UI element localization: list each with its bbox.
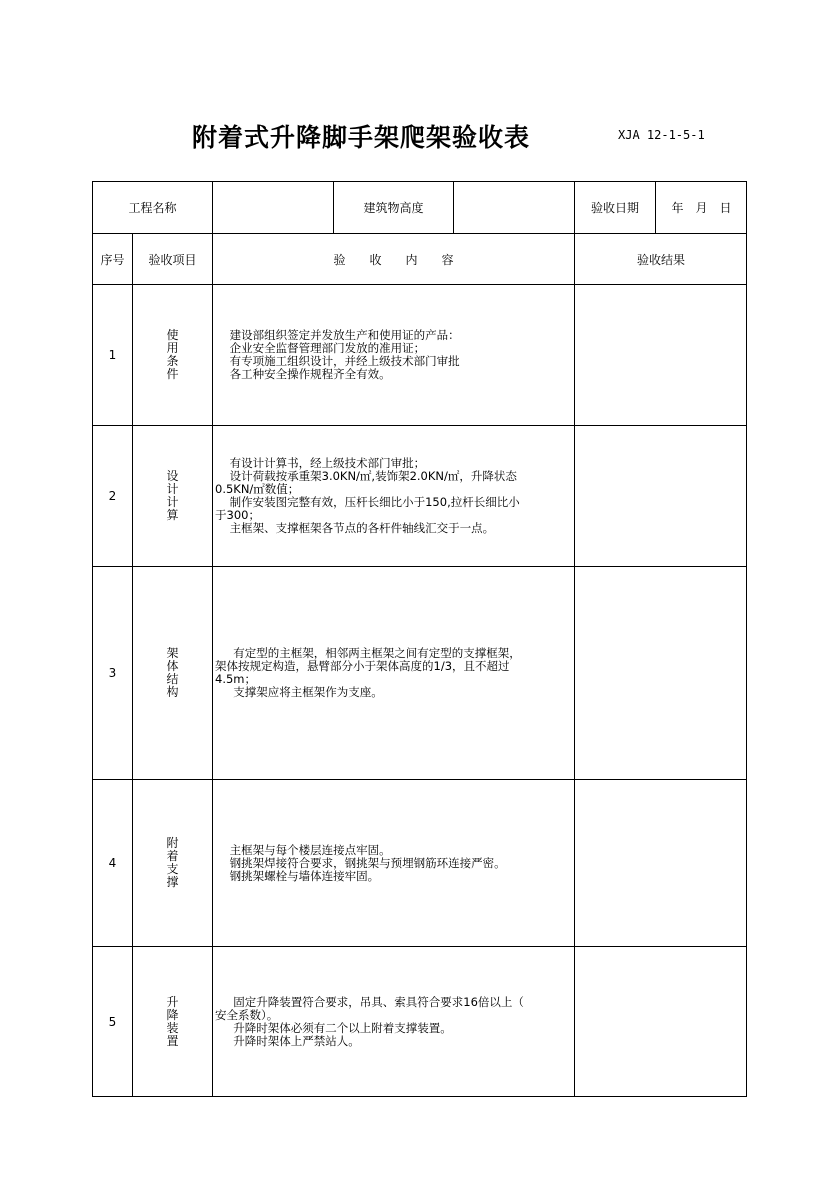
row-item-label: 设计计算 <box>166 469 179 522</box>
row-content <box>212 946 574 1096</box>
row-content <box>212 566 574 779</box>
row-item-label: 架体结构 <box>166 646 179 699</box>
building-height-label: 建筑物高度 <box>333 181 453 233</box>
row-item-label: 附着支撑 <box>166 836 179 889</box>
row-content <box>212 425 574 566</box>
date-label: 验收日期 <box>574 181 655 233</box>
content-line: 主框架、支撑框架各节点的各杆件轴线汇交于一点。 <box>215 521 495 535</box>
project-name-label: 工程名称 <box>92 181 212 233</box>
content-line: 0.5KN/㎡数值； <box>215 482 300 496</box>
content-line: 有设计计算书，经上级技术部门审批； <box>215 456 426 470</box>
building-height-field[interactable] <box>453 181 574 233</box>
row-item <box>132 425 212 566</box>
content-line: 升降时架体上严禁站人。 <box>215 1033 360 1048</box>
project-name-field[interactable] <box>212 181 333 233</box>
date-field[interactable]: 年 月 日 <box>655 181 747 233</box>
content-line: 建设部组织签定并发放生产和使用证的产品： <box>215 328 460 342</box>
row-seq: 5 <box>92 946 132 1096</box>
col-seq-header: 序号 <box>92 233 132 284</box>
row-seq: 2 <box>92 425 132 566</box>
row-item-label: 使用条件 <box>166 328 179 381</box>
col-item-header: 验收项目 <box>132 233 212 284</box>
content-line: 有定型的主框架，相邻两主框架之间有定型的支撑框架， <box>215 646 521 660</box>
content-line: 支撑架应将主框架作为支座。 <box>215 685 383 699</box>
row-result-field[interactable] <box>574 779 747 946</box>
content-line: 安全系数）。 <box>215 1007 279 1022</box>
row-seq: 4 <box>92 779 132 946</box>
row-item <box>132 284 212 425</box>
form-code: XJA 12-1-5-1 <box>618 128 705 142</box>
row-seq: 3 <box>92 566 132 779</box>
content-line: 4.5m； <box>215 672 256 686</box>
content-line: 企业安全监督管理部门发放的准用证； <box>215 341 426 355</box>
content-line: 制作安装图完整有效，压杆长细比小于150,拉杆长细比小 <box>215 495 520 509</box>
row-item <box>132 946 212 1096</box>
col-content-header: 验 收 内 容 <box>212 233 574 284</box>
content-line: 架体按规定构造，悬臂部分小于架体高度的1/3，且不超过 <box>215 659 510 673</box>
row-content <box>212 284 574 425</box>
row-result-field[interactable] <box>574 425 747 566</box>
row-seq: 1 <box>92 284 132 425</box>
content-line: 于300； <box>215 508 260 522</box>
form-title: 附着式升降脚手架爬架验收表 <box>192 123 531 152</box>
content-line: 有专项施工组织设计，并经上级技术部门审批 <box>215 354 460 368</box>
content-line: 固定升降装置符合要求，吊具、索具符合要求16倍以上（ <box>215 994 524 1009</box>
content-line: 各工种安全操作规程齐全有效。 <box>215 367 391 381</box>
row-result-field[interactable] <box>574 946 747 1096</box>
col-result-header: 验收结果 <box>574 233 747 284</box>
content-line: 钢挑架螺栓与墙体连接牢固。 <box>215 868 380 883</box>
row-item <box>132 566 212 779</box>
row-item <box>132 779 212 946</box>
row-item-label: 升降装置 <box>166 994 179 1048</box>
content-line: 升降时架体必须有二个以上附着支撑装置。 <box>215 1020 452 1035</box>
row-content <box>212 779 574 946</box>
row-result-field[interactable] <box>574 566 747 779</box>
row-result-field[interactable] <box>574 284 747 425</box>
content-line: 钢挑架焊接符合要求，钢挑架与预埋钢筋环连接严密。 <box>215 855 506 870</box>
content-line: 主框架与每个楼层连接点牢固。 <box>215 842 391 857</box>
content-line: 设计荷载按承重架3.0KN/㎡,装饰架2.0KN/㎡，升降状态 <box>215 469 517 483</box>
